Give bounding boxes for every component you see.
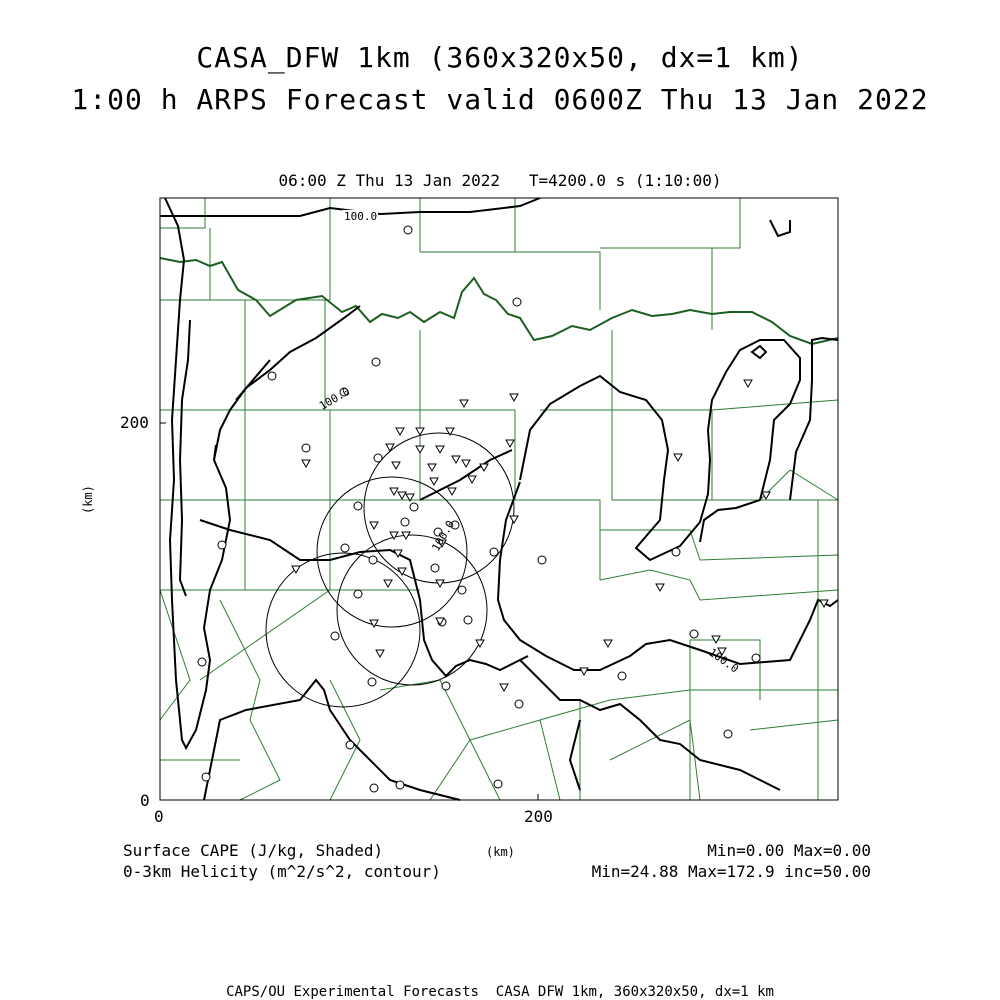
county-boundaries (160, 198, 838, 800)
x-tick-200: 200 (524, 807, 553, 826)
x-axis-label: (km) (486, 845, 515, 859)
legend-contour-field: 0-3km Helicity (m^2/s^2, contour) (123, 862, 441, 881)
contour-label: 100.0 (706, 645, 741, 676)
helicity-contours (160, 198, 838, 800)
contour-label: 100.0 (429, 518, 458, 554)
legend-contour-stats: Min=24.88 Max=172.9 inc=50.00 (591, 862, 871, 881)
y-tick-0: 0 (140, 791, 150, 810)
y-axis-label: (km) (81, 485, 95, 514)
plot-frame (160, 198, 838, 800)
station-markers-circle (198, 226, 760, 792)
x-tick-0: 0 (154, 807, 164, 826)
station-markers-triangle (292, 380, 828, 691)
map-valid-time: 06:00 Z Thu 13 Jan 2022 T=4200.0 s (1:10:00) (278, 171, 722, 190)
map-title-line2: 1:00 h ARPS Forecast valid 0600Z Thu 13 Jan 2022 (71, 83, 929, 116)
state-boundary (160, 258, 838, 344)
footer-credit: CAPS/OU Experimental Forecasts CASA DFW 1km, 360x320x50, dx=1 km (226, 984, 774, 1000)
contour-label: 100.0 (344, 210, 378, 223)
radar-range-circles (266, 433, 514, 707)
legend-shaded-stats: Min=0.00 Max=0.00 (707, 841, 871, 860)
y-tick-200: 200 (120, 413, 149, 432)
map-title-line1: CASA_DFW 1km (360x320x50, dx=1 km) (196, 41, 804, 74)
contour-label: 100.0 (317, 384, 353, 413)
legend-shaded-field: Surface CAPE (J/kg, Shaded) (123, 841, 384, 860)
